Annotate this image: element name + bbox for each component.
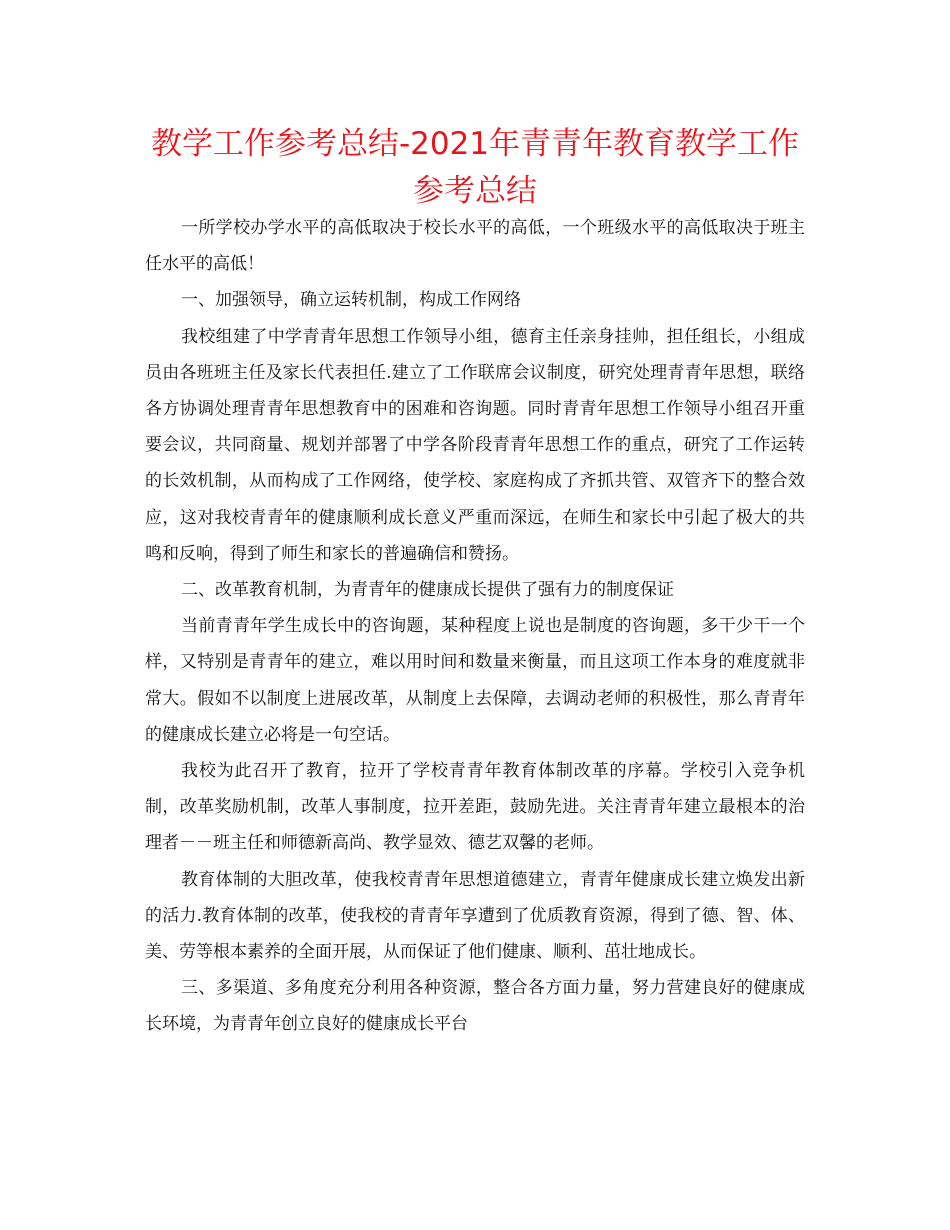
section-2-paragraph-1: 当前青青年学生成长中的咨询题，某种程度上说也是制度的咨询题，多干少干一个样，又特别是青青年的建立，难以用时间和数量来衡量，而且这项工作本身的难度就非常大。假如不以制度上进展改革，从制度上去保障，去调动老师的积极性，那么青青年的健康成长建立必将是一句空话。 [145,616,805,745]
section-heading-3: 三、多渠道、多角度充分利用各种资源，整合各方面力量，努力营建良好的健康成长环境，为青青年创立良好的健康成长平台 [145,978,805,1035]
section-2-paragraph-2: 我校为此召开了教育，拉开了学校青青年教育体制改革的序幕。学校引入竞争机制，改革奖励机制，改革人事制度，拉开差距，鼓励先进。关注青青年建立最根本的治理者－－班主任和师德新高尚、教学显效、德艺双馨的老师。 [145,761,805,854]
section-heading-2: 二、改革教育机制，为青青年的健康成长提供了强有力的制度保证 [181,580,674,601]
document-title-line-2: 参考总结 [413,173,537,209]
section-heading-1: 一、加强领导，确立运转机制，构成工作网络 [181,290,521,311]
section-1-paragraph: 我校组建了中学青青年思想工作领导小组，德育主任亲身挂帅，担任组长，小组成员由各班班主任及家长代表担任.建立了工作联席会议制度，研究处理青青年思想，联络各方协调处理青青年思想教育中的困难和咨询题。同时青青年思想工作领导小组召开重要会议，共同商量、规划并部署了中学各阶段青青年思想工作的重点，研究了工作运转的长效机制，从而构成了工作网络，使学校、家庭构成了齐抓共管、双管齐下的整合效应，这对我校青青年的健康顺利成长意义严重而深远，在师生和家长中引起了极大的共鸣和反响，得到了师生和家长的普遍确信和赞扬。 [145,326,805,564]
section-2-paragraph-3: 教育体制的大胆改革，使我校青青年思想道德建立，青青年健康成长建立焕发出新的活力.教育体制的改革，使我校的青青年享遭到了优质教育资源，得到了德、智、体、美、劳等根本素养的全面开展，从而保证了他们健康、顺利、茁壮地成长。 [145,869,805,963]
document-body [145,210,805,1043]
intro-paragraph: 一所学校办学水平的高低取决于校长水平的高低，一个班级水平的高低取决于班主任水平的高低！ [145,218,805,275]
document-title-line-1: 教学工作参考总结-2021年青青年教育教学工作 [150,126,800,162]
